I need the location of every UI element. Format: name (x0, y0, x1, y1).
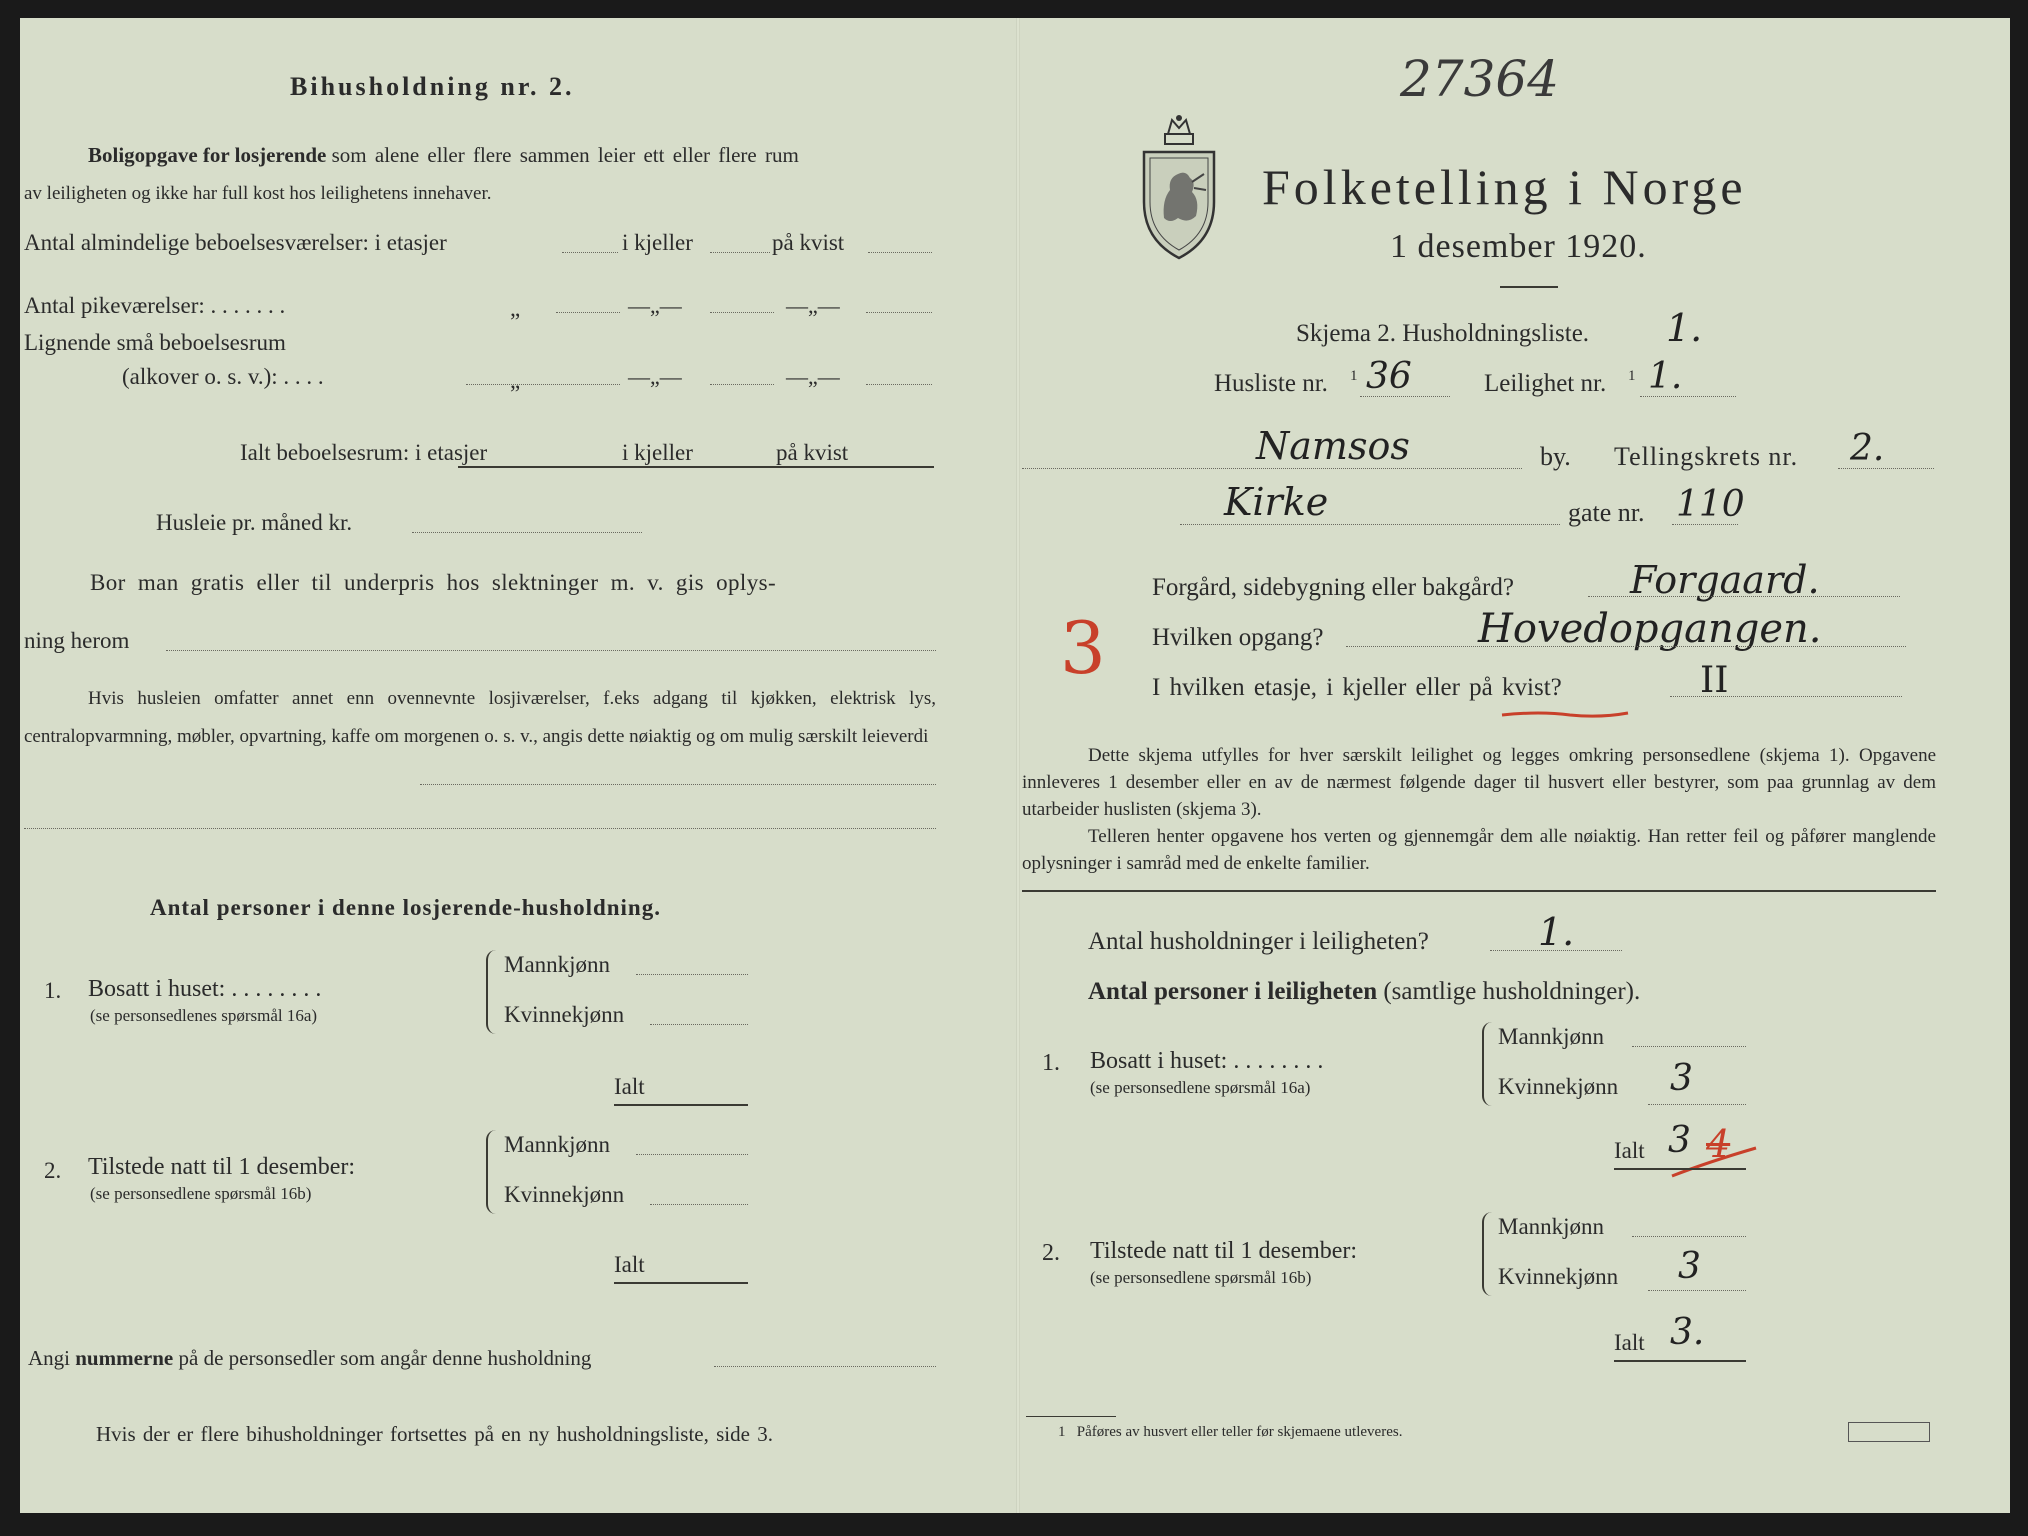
left-row1-kvist: på kvist (772, 230, 845, 255)
left-row1-kjeller: i kjeller (622, 230, 693, 255)
etasje-value: II (1700, 660, 1729, 701)
left-q1-sub: (se personsedlenes spørsmål 16a) (90, 1006, 318, 1025)
left-q2-kvinne: Kvinnekjønn (504, 1182, 625, 1207)
left-q2-mann-field[interactable] (636, 1154, 748, 1155)
gate-value: Kirke (1224, 480, 1329, 524)
left-q1-kvinne-field[interactable] (650, 1024, 748, 1025)
left-row2-ditto3: —„— (786, 293, 840, 318)
left-row3-label-b: (alkover o. s. v.): . . . . (122, 364, 324, 389)
telleren-paragraph: Telleren henter opgavene hos verten og gjennemgår dem alle nøiaktig. Han retter feil og påfører manglende oplysninger i samråd med de enkelte familier. (1022, 826, 1936, 874)
right-q1-mann-field[interactable] (1632, 1046, 1746, 1047)
left-row3-ditto1: „ (510, 368, 521, 393)
right-q2-label: Tilstede natt til 1 desember: (1090, 1238, 1358, 1264)
skjema-label: Skjema 2. Husholdningsliste. (1296, 320, 1590, 347)
left-q1-mann: Mannkjønn (504, 952, 611, 977)
left-q2-brace (486, 1130, 498, 1214)
right-q2-mann: Mannkjønn (1498, 1214, 1605, 1239)
left-bor-line2: ning herom (24, 628, 130, 653)
title-rule (1500, 286, 1558, 288)
right-q1-kvinne: Kvinnekjønn (1498, 1074, 1619, 1099)
left-title: Bihusholdning nr. 2. (290, 72, 575, 101)
right-q1-sub: (se personsedlene spørsmål 16a) (1090, 1078, 1311, 1097)
left-angi-bold: nummerne (75, 1346, 174, 1370)
right-q2-ialt: Ialt (1614, 1330, 1645, 1355)
forgard-value: Forgaard. (1630, 558, 1820, 602)
left-hvis-field[interactable] (420, 784, 936, 785)
gate-label: gate nr. (1568, 498, 1645, 527)
left-q1-ialt-line (614, 1104, 748, 1106)
left-intro-line2: av leiligheten og ikke har full kost hos leilighetens innehaver. (24, 183, 492, 204)
left-angi-a: Angi (28, 1346, 70, 1370)
antal-hush-value: 1. (1538, 910, 1575, 954)
right-q2-kvinne-value: 3 (1678, 1246, 1701, 1287)
left-q2-ialt-line (614, 1282, 748, 1284)
right-q1-mann: Mannkjønn (1498, 1024, 1605, 1049)
left-intro-rest: som alene eller flere sammen leier ett eller flere rum (331, 143, 799, 167)
right-q2-ialt-line (1614, 1360, 1746, 1362)
leilighet-footnote: 1 (1628, 368, 1636, 384)
info-rule (1022, 890, 1936, 892)
left-row3-ditto3: —„— (786, 364, 840, 389)
antal-pers-rest: (samtlige husholdninger). (1383, 978, 1641, 1005)
husliste-footnote: 1 (1350, 368, 1358, 384)
left-hvis-span: Hvis husleien omfatter annet enn ovennevnte losjiværelser, f.eks adgang til kjøkken, elektrisk lys, centralopvarmning, møbler, opvartning, kaffe om morgenen o. s. v., angis dette nøiaktig og om mulig særskilt leieverdi (24, 688, 936, 747)
left-ialt-label: Ialt beboelsesrum: i etasjer (240, 440, 488, 465)
left-q1-num: 1. (44, 978, 62, 1003)
etasje-red-underline (1500, 706, 1630, 712)
printer-stamp (1848, 1422, 1930, 1442)
skjema-value: 1. (1666, 306, 1703, 350)
right-q1-brace (1482, 1022, 1494, 1106)
left-angi (28, 1346, 591, 1371)
left-row2-kjeller-field[interactable] (710, 312, 774, 313)
left-angi-field[interactable] (714, 1366, 936, 1367)
right-q1-kvinne-value: 3 (1670, 1058, 1693, 1099)
leilighet-label: Leilighet nr. (1484, 370, 1607, 397)
left-antal-heading: Antal personer i denne losjerende-husholdning. (150, 895, 661, 920)
left-row3-etasjer-field[interactable] (466, 384, 620, 385)
right-title: Folketelling i Norge (1262, 159, 1747, 215)
right-q2-ialt-value: 3. (1670, 1312, 1705, 1353)
left-row3-label-a: Lignende små beboelsesrum (24, 330, 286, 355)
left-row1-kjeller-field[interactable] (710, 252, 770, 253)
forgard-label: Forgård, sidebygning eller bakgård? (1152, 574, 1514, 601)
left-row1-kvist-field[interactable] (868, 252, 932, 253)
right-q2-kvinne-field[interactable] (1648, 1290, 1746, 1291)
gate-nr-value: 110 (1676, 484, 1745, 525)
left-q2-label: Tilstede natt til 1 desember: (88, 1154, 356, 1180)
red-mark: 3 (1060, 606, 1106, 690)
left-bor-line1: Bor man gratis eller til underpris hos slektninger m. v. gis oplys- (90, 570, 777, 595)
left-q1-ialt: Ialt (614, 1074, 645, 1099)
right-q1-kvinne-field[interactable] (1648, 1104, 1746, 1105)
opgang-field[interactable] (1346, 646, 1906, 647)
coat-of-arms-icon (1138, 112, 1220, 262)
left-row3-kjeller-field[interactable] (710, 384, 774, 385)
by-value: Namsos (1256, 424, 1410, 468)
left-row2-ditto2: —„— (628, 293, 682, 318)
left-q1-kvinne: Kvinnekjønn (504, 1002, 625, 1027)
right-q1-ialt-struck: 4 (1706, 1122, 1731, 1166)
krets-value: 2. (1850, 428, 1885, 469)
leilighet-field[interactable] (1640, 396, 1736, 397)
left-angi-b: på de personsedler som angår denne husholdning (178, 1346, 592, 1370)
krets-field[interactable] (1838, 468, 1934, 469)
right-q2-brace (1482, 1212, 1494, 1296)
left-ialt-kvist: på kvist (776, 440, 849, 465)
left-intro-bold: Boligopgave for losjerende (88, 143, 327, 167)
left-q2-ialt: Ialt (614, 1252, 645, 1277)
left-hvis-text (24, 680, 936, 756)
right-q1-label: Bosatt i huset: . . . . . . . . (1090, 1048, 1324, 1074)
left-row1-label: Antal almindelige beboelsesværelser: i etasjer (24, 230, 447, 255)
left-q2-num: 2. (44, 1158, 62, 1183)
by-label: by. (1540, 442, 1571, 471)
right-q1-ialt-value: 3 (1668, 1120, 1691, 1161)
left-row2-kvist-field[interactable] (866, 312, 932, 313)
left-ialt-kjeller: i kjeller (622, 440, 693, 465)
left-husleie-field[interactable] (412, 532, 642, 533)
left-row2-ditto1: „ (510, 296, 521, 321)
left-hvis-field2[interactable] (24, 828, 936, 829)
right-q2-num: 2. (1042, 1240, 1060, 1266)
right-q1-ialt: Ialt (1614, 1138, 1645, 1163)
left-q1-brace (486, 950, 498, 1034)
right-q2-mann-field[interactable] (1632, 1236, 1746, 1237)
opgang-value: Hovedopgangen. (1478, 606, 1822, 652)
right-q2-kvinne: Kvinnekjønn (1498, 1264, 1619, 1289)
gate-field[interactable] (1180, 524, 1560, 525)
by-field[interactable] (1022, 468, 1522, 469)
footnote-mark: 1 (1058, 1424, 1066, 1440)
etasje-field[interactable] (1670, 696, 1902, 697)
left-footer: Hvis der er flere bihusholdninger fortsettes på en ny husholdningsliste, side 3. (96, 1422, 773, 1446)
left-husleie-label: Husleie pr. måned kr. (156, 510, 353, 535)
antal-pers-bold: Antal personer i leiligheten (1088, 978, 1378, 1005)
left-ialt-underline (458, 466, 934, 468)
krets-label: Tellingskrets nr. (1614, 442, 1799, 471)
gate-nr-field[interactable] (1672, 524, 1738, 525)
husliste-field[interactable] (1360, 396, 1450, 397)
husliste-label: Husliste nr. (1214, 370, 1328, 397)
right-date: 1 desember 1920. (1390, 228, 1647, 265)
right-q1-num: 1. (1042, 1050, 1060, 1076)
left-q1-mann-field[interactable] (636, 974, 748, 975)
husliste-value: 36 (1366, 356, 1412, 397)
page-fold (1016, 18, 1020, 1513)
left-row1-etasjer-field[interactable] (562, 252, 618, 253)
left-intro-line1 (88, 143, 799, 168)
right-q1-ialt-line (1614, 1168, 1746, 1170)
footnote-rule (1026, 1416, 1116, 1417)
opgang-label: Hvilken opgang? (1152, 624, 1324, 651)
antal-hush-label: Antal husholdninger i leiligheten? (1088, 928, 1429, 955)
leilighet-value: 1. (1648, 356, 1683, 397)
footnote (1058, 1424, 1402, 1441)
left-row3-ditto2: —„— (628, 364, 682, 389)
left-row2-label: Antal pikeværelser: . . . . . . . (24, 293, 286, 318)
forgard-field[interactable] (1588, 596, 1900, 597)
antal-hush-field[interactable] (1490, 950, 1622, 951)
left-row2-etasjer-field[interactable] (556, 312, 620, 313)
left-q1-label: Bosatt i huset: . . . . . . . . (88, 976, 322, 1002)
dette-paragraph: Dette skjema utfylles for hver særskilt leilighet og legges omkring personsedlene (skjema 1). Opgavene innleveres 1 desember eller en av de nærmest følgende dager til husvert eller bestyrer, som paa grunnlag av dem utarbeider huslisten (skjema 3). (1022, 745, 1936, 820)
right-q2-sub: (se personsedlene spørsmål 16b) (1090, 1268, 1312, 1287)
left-q2-sub: (se personsedlene spørsmål 16b) (90, 1184, 312, 1203)
left-q2-kvinne-field[interactable] (650, 1204, 748, 1205)
archive-number: 27364 (1400, 50, 1560, 108)
footnote-text: Påføres av husvert eller teller før skjemaene utleveres. (1076, 1424, 1403, 1440)
etasje-label: I hvilken etasje, i kjeller eller på kvist? (1152, 674, 1562, 701)
left-q2-mann: Mannkjønn (504, 1132, 611, 1157)
left-bor-field[interactable] (166, 650, 936, 651)
left-row3-kvist-field[interactable] (866, 384, 932, 385)
right-q1-red-strike (1668, 1142, 1760, 1182)
antal-pers-line (1088, 978, 1640, 1006)
